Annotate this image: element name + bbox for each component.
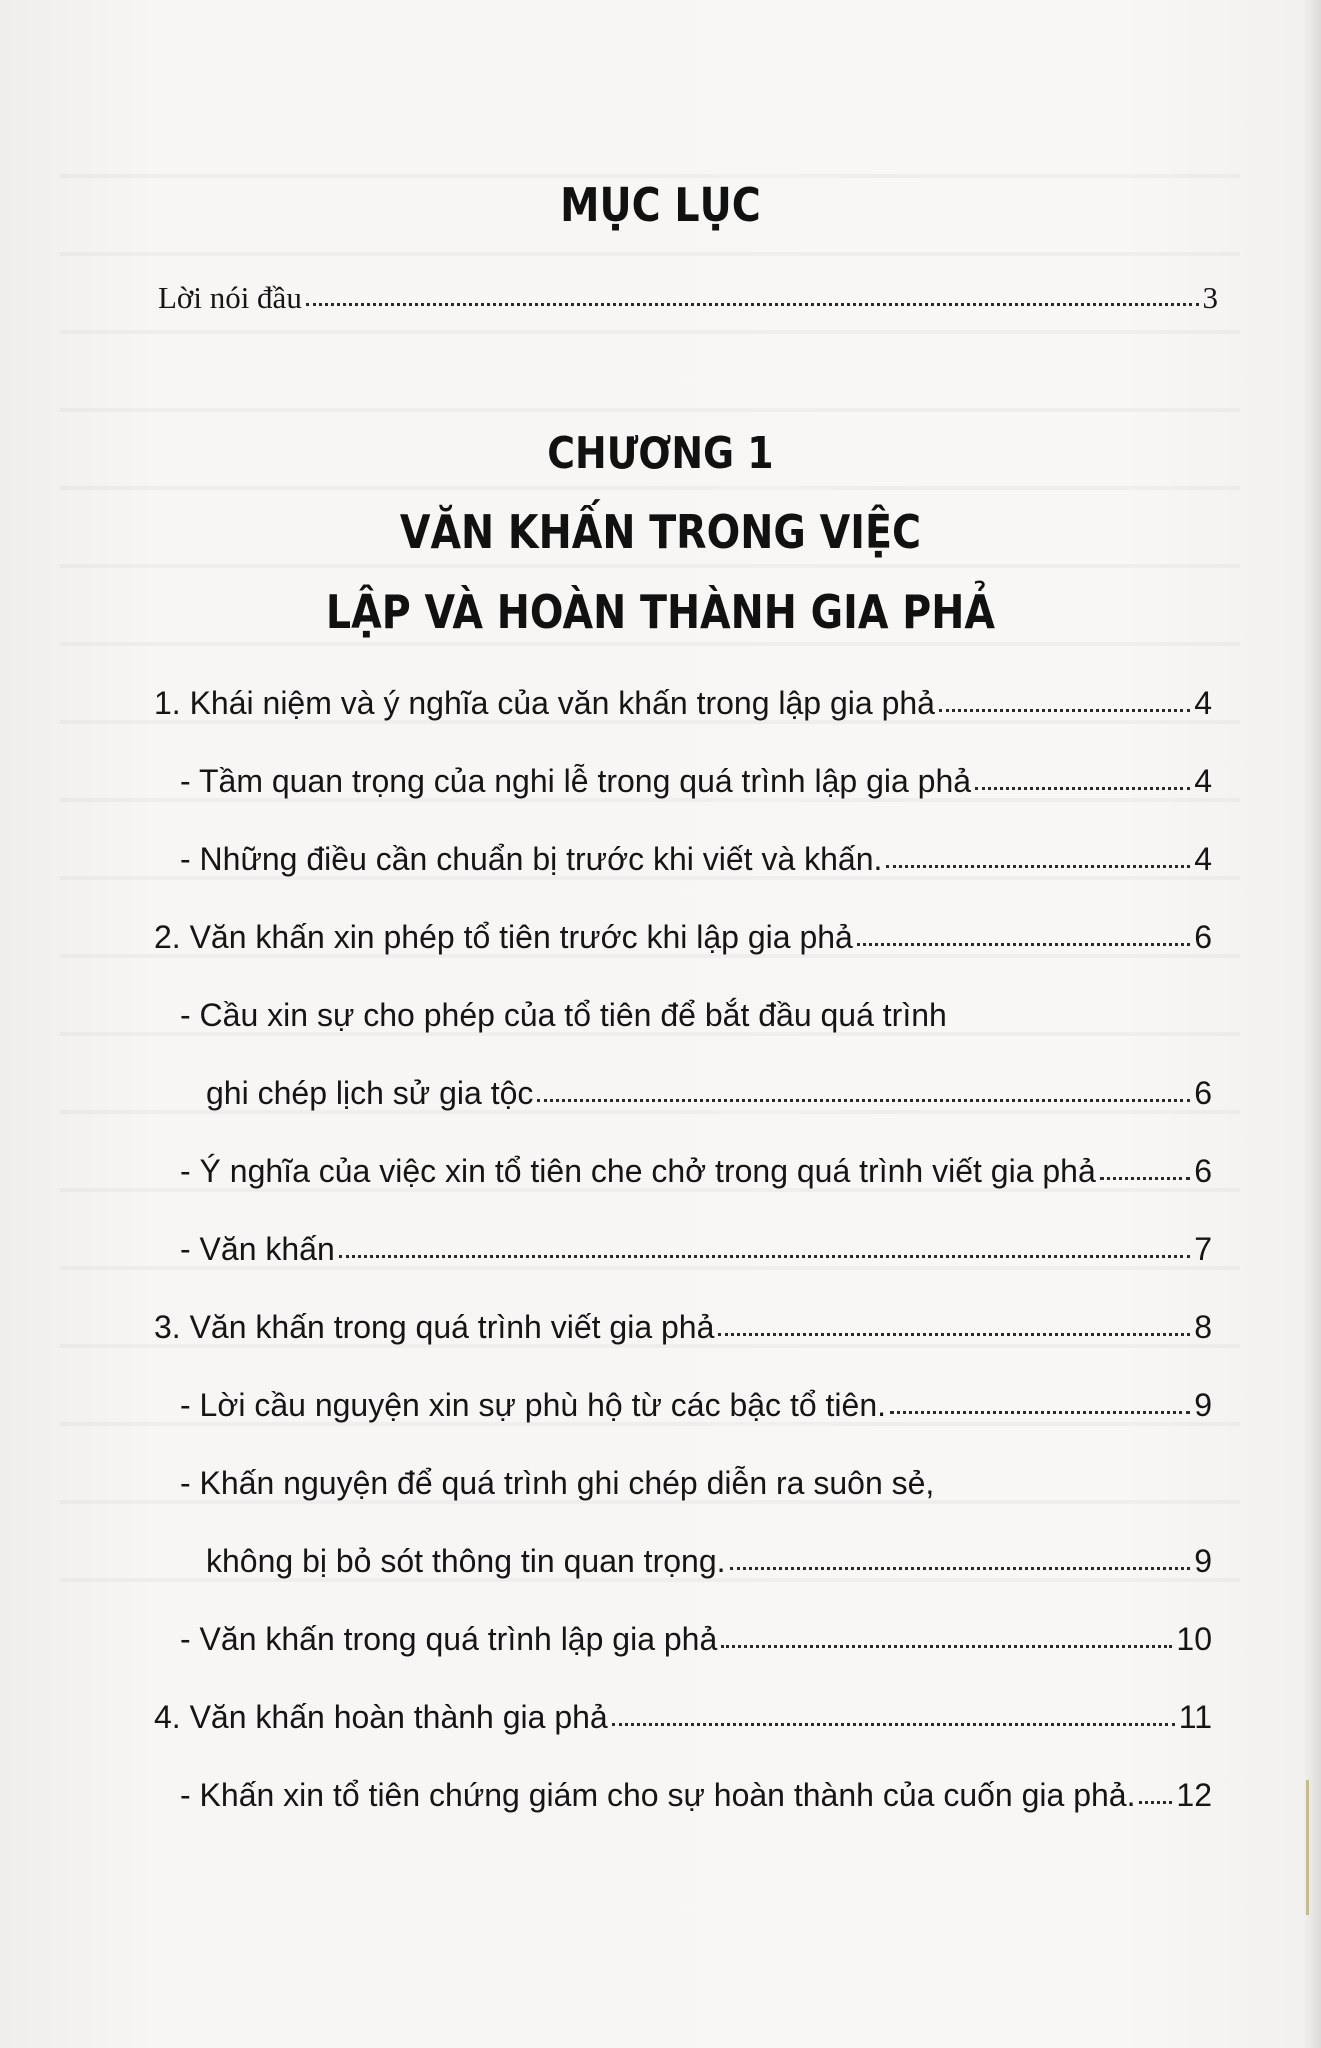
chapter-title-line-2: LẬP VÀ HOÀN THÀNH GIA PHẢ xyxy=(325,585,995,639)
toc-page-number: 4 xyxy=(1194,763,1212,799)
toc-page-number: 6 xyxy=(1194,1075,1212,1111)
toc-page-number: 9 xyxy=(1194,1387,1212,1423)
toc-entry xyxy=(154,1309,1212,1346)
toc-entry-text: - Ý nghĩa của việc xin tổ tiên che chở trong quá trình viết gia phả xyxy=(180,1153,1096,1189)
toc-entry xyxy=(154,919,1212,956)
toc-page-number: 9 xyxy=(1194,1543,1212,1579)
toc-entry xyxy=(180,763,1212,800)
toc-entry-text: - Tầm quan trọng của nghi lễ trong quá trình lập gia phả xyxy=(180,763,972,799)
toc-entry xyxy=(206,1075,1212,1112)
toc-page-number: 10 xyxy=(1176,1621,1212,1657)
toc-entry-text: 2. Văn khấn xin phép tổ tiên trước khi lập gia phả xyxy=(154,919,853,955)
leader-dots xyxy=(339,1255,1190,1258)
leader-dots xyxy=(718,1333,1190,1336)
toc-entry-text: - Khấn xin tổ tiên chứng giám cho sự hoàn thành của cuốn gia phả. xyxy=(180,1777,1136,1813)
toc-entry xyxy=(154,1699,1212,1736)
toc-page-number: 12 xyxy=(1176,1777,1212,1813)
toc-entry xyxy=(180,841,1212,878)
toc-entry xyxy=(180,1387,1212,1424)
toc-entry-text: ghi chép lịch sử gia tộc xyxy=(206,1075,534,1111)
toc-page-number: 4 xyxy=(1194,685,1212,721)
toc-entry xyxy=(154,685,1212,722)
toc-entry-preface xyxy=(158,280,1218,316)
toc-entry-text: không bị bỏ sót thông tin quan trọng. xyxy=(206,1543,726,1579)
chapter-title-line-1: VĂN KHẤN TRONG VIỆC xyxy=(399,505,922,559)
page-edge-shadow xyxy=(1303,0,1321,2048)
leader-dots xyxy=(886,865,1190,868)
toc-page-number: 4 xyxy=(1194,841,1212,877)
toc-entry xyxy=(180,1621,1212,1658)
leader-dots xyxy=(1139,1801,1172,1804)
toc-entry-text: Lời nói đầu xyxy=(158,280,302,315)
toc-entry xyxy=(206,1543,1212,1580)
toc-entry xyxy=(180,1153,1212,1190)
toc-entry-text: - Văn khấn xyxy=(180,1231,335,1267)
toc-page-number: 8 xyxy=(1194,1309,1212,1345)
toc-page-number: 7 xyxy=(1194,1231,1212,1267)
leader-dots xyxy=(537,1099,1190,1102)
toc-title: MỤC LỤC xyxy=(560,178,761,232)
toc-page-number: 11 xyxy=(1178,1699,1212,1735)
toc-page-number: 6 xyxy=(1194,1153,1212,1189)
leader-dots xyxy=(975,787,1190,790)
toc-entry-text: 3. Văn khấn trong quá trình viết gia phả xyxy=(154,1309,715,1345)
toc-entry-text: 1. Khái niệm và ý nghĩa của văn khấn trong lập gia phả xyxy=(154,685,935,721)
leader-dots xyxy=(890,1411,1190,1414)
toc-entry xyxy=(180,1231,1212,1268)
toc-entry xyxy=(180,1777,1212,1814)
leader-dots xyxy=(612,1723,1175,1726)
toc-entry-text: - Những điều cần chuẩn bị trước khi viết và khấn. xyxy=(180,841,883,877)
toc-entry-text: 4. Văn khấn hoàn thành gia phả xyxy=(154,1699,608,1735)
leader-dots xyxy=(1100,1177,1190,1180)
page-edge-mark xyxy=(1306,1780,1309,1915)
toc-entry-text: - Cầu xin sự cho phép của tổ tiên để bắt đầu quá trình xyxy=(180,997,947,1033)
toc-page-number: 3 xyxy=(1202,280,1218,315)
leader-dots xyxy=(939,709,1190,712)
toc-entry-text: - Khấn nguyện để quá trình ghi chép diễn ra suôn sẻ, xyxy=(180,1465,935,1501)
leader-dots xyxy=(306,303,1199,306)
leader-dots xyxy=(730,1567,1191,1570)
leader-dots xyxy=(857,943,1190,946)
toc-page-number: 6 xyxy=(1194,919,1212,955)
leader-dots xyxy=(721,1645,1172,1648)
chapter-label: CHƯƠNG 1 xyxy=(547,428,774,479)
toc-entry-text: - Văn khấn trong quá trình lập gia phả xyxy=(180,1621,718,1657)
toc-entry-text: - Lời cầu nguyện xin sự phù hộ từ các bậc tổ tiên. xyxy=(180,1387,886,1423)
